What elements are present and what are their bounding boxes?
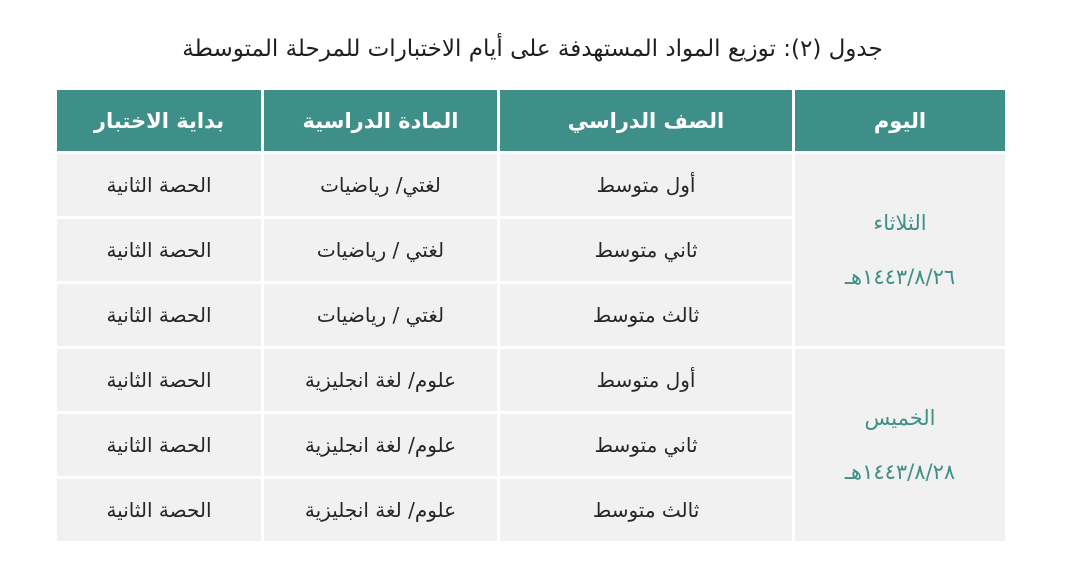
start-cell: الحصة الثانية <box>57 349 261 411</box>
day-cell <box>795 349 1005 541</box>
grade-cell: ثاني متوسط <box>500 414 792 476</box>
grade-cell: أول متوسط <box>500 349 792 411</box>
header-grade: الصف الدراسي <box>500 90 792 151</box>
header-subject: المادة الدراسية <box>264 90 497 151</box>
start-cell: الحصة الثانية <box>57 284 261 346</box>
grade-cell: ثاني متوسط <box>500 219 792 281</box>
exam-schedule-table <box>54 87 1008 544</box>
grade-cell: أول متوسط <box>500 154 792 216</box>
grade-cell: ثالث متوسط <box>500 479 792 541</box>
table-header <box>57 90 1005 151</box>
table-body <box>57 154 1005 541</box>
table-row <box>57 154 1005 216</box>
subject-cell: علوم/ لغة انجليزية <box>264 479 497 541</box>
day-name: الخميس <box>864 406 936 430</box>
start-cell: الحصة الثانية <box>57 154 261 216</box>
day-date: ١٤٤٣/٨/٢٦هـ <box>844 265 956 289</box>
subject-cell: علوم/ لغة انجليزية <box>264 414 497 476</box>
start-cell: الحصة الثانية <box>57 479 261 541</box>
header-day: اليوم <box>795 90 1005 151</box>
start-cell: الحصة الثانية <box>57 219 261 281</box>
subject-cell: لغتي/ رياضيات <box>264 154 497 216</box>
subject-cell: لغتي / رياضيات <box>264 284 497 346</box>
day-name: الثلاثاء <box>873 211 927 235</box>
grade-cell: ثالث متوسط <box>500 284 792 346</box>
subject-cell: علوم/ لغة انجليزية <box>264 349 497 411</box>
header-start: بداية الاختبار <box>57 90 261 151</box>
day-cell <box>795 154 1005 346</box>
table-caption: جدول (٢): توزيع المواد المستهدفة على أيام الاختبارات للمرحلة المتوسطة <box>182 36 883 62</box>
subject-cell: لغتي / رياضيات <box>264 219 497 281</box>
start-cell: الحصة الثانية <box>57 414 261 476</box>
header-row <box>57 90 1005 151</box>
day-date: ١٤٤٣/٨/٢٨هـ <box>844 460 956 484</box>
table-row <box>57 349 1005 411</box>
